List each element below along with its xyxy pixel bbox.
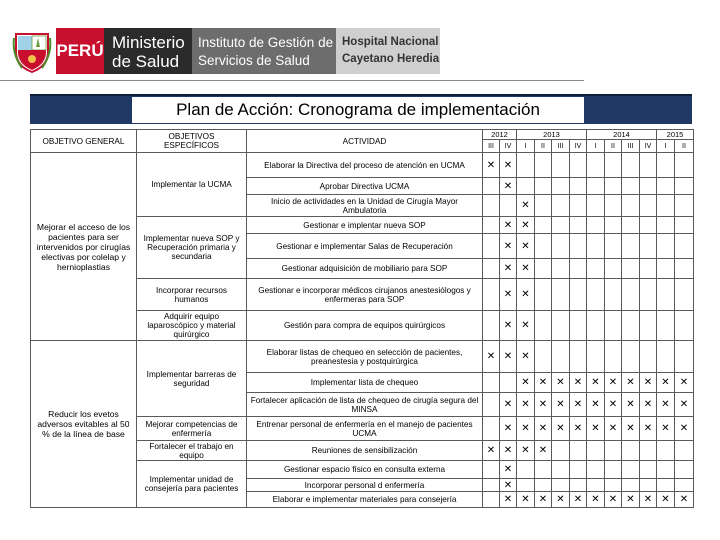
- hospital-line2: Cayetano Heredia: [342, 53, 440, 65]
- schedule-mark-cell: [587, 279, 605, 311]
- schedule-mark-cell: [587, 195, 605, 217]
- objetivo-especifico-cell: Fortalecer el trabajo en equipo: [137, 441, 247, 461]
- objetivo-especifico-cell: Implementar la UCMA: [137, 153, 247, 217]
- ministerio-line2: de Salud: [112, 52, 180, 71]
- year-header: 2015: [657, 130, 694, 140]
- schedule-mark-cell: ✕: [675, 492, 694, 508]
- schedule-mark-cell: ✕: [500, 492, 517, 508]
- quarter-header: IV: [570, 140, 587, 153]
- schedule-mark-cell: ✕: [622, 393, 640, 417]
- schedule-mark-cell: ✕: [640, 373, 657, 393]
- schedule-mark-cell: ✕: [500, 178, 517, 195]
- schedule-mark-cell: [675, 234, 694, 259]
- schedule-mark-cell: ✕: [500, 153, 517, 178]
- schedule-mark-cell: [552, 259, 570, 279]
- schedule-mark-cell: [622, 311, 640, 341]
- objetivo-general-cell: Reducir los evetos adversos evitables al 50 % de la línea de base: [31, 341, 137, 508]
- schedule-mark-cell: [622, 461, 640, 479]
- schedule-mark-cell: [535, 234, 552, 259]
- schedule-mark-cell: [483, 479, 500, 492]
- schedule-mark-cell: ✕: [517, 217, 535, 234]
- schedule-mark-cell: ✕: [500, 311, 517, 341]
- schedule-mark-cell: [535, 217, 552, 234]
- schedule-mark-cell: [657, 311, 675, 341]
- schedule-mark-cell: [640, 279, 657, 311]
- schedule-mark-cell: [570, 217, 587, 234]
- schedule-mark-cell: ✕: [570, 417, 587, 441]
- schedule-mark-cell: [587, 461, 605, 479]
- peru-coat-of-arms-icon: [12, 30, 52, 74]
- schedule-mark-cell: [570, 311, 587, 341]
- schedule-mark-cell: ✕: [587, 393, 605, 417]
- schedule-mark-cell: ✕: [517, 311, 535, 341]
- page-header: [0, 0, 720, 82]
- schedule-mark-cell: ✕: [500, 479, 517, 492]
- schedule-mark-cell: ✕: [535, 441, 552, 461]
- actividad-cell: Elaborar listas de chequeo en selección de pacientes, preanestesia y postquirúrgica: [247, 341, 483, 373]
- schedule-mark-cell: [657, 461, 675, 479]
- schedule-mark-cell: ✕: [587, 492, 605, 508]
- schedule-mark-cell: ✕: [657, 417, 675, 441]
- schedule-mark-cell: [640, 234, 657, 259]
- schedule-mark-cell: [605, 441, 622, 461]
- schedule-mark-cell: [552, 217, 570, 234]
- schedule-mark-cell: ✕: [605, 393, 622, 417]
- schedule-mark-cell: ✕: [552, 373, 570, 393]
- ministerio-logo-block: [104, 28, 192, 74]
- schedule-mark-cell: [605, 234, 622, 259]
- schedule-mark-cell: [605, 311, 622, 341]
- quarter-header: II: [535, 140, 552, 153]
- schedule-mark-cell: [675, 341, 694, 373]
- schedule-mark-cell: [640, 178, 657, 195]
- objetivo-especifico-cell: Implementar barreras de seguridad: [137, 341, 247, 417]
- schedule-mark-cell: ✕: [500, 417, 517, 441]
- peru-label: PERÚ: [56, 41, 104, 60]
- schedule-mark-cell: [605, 479, 622, 492]
- schedule-mark-cell: [500, 195, 517, 217]
- schedule-mark-cell: [605, 279, 622, 311]
- schedule-mark-cell: [657, 153, 675, 178]
- schedule-mark-cell: ✕: [483, 441, 500, 461]
- schedule-mark-cell: [483, 417, 500, 441]
- objetivo-especifico-cell: Mejorar competencias de enfermería: [137, 417, 247, 441]
- schedule-mark-cell: [483, 461, 500, 479]
- schedule-mark-cell: [587, 153, 605, 178]
- schedule-mark-cell: [552, 153, 570, 178]
- schedule-mark-cell: ✕: [657, 373, 675, 393]
- instituto-line1: Instituto de Gestión de: [198, 35, 334, 50]
- schedule-mark-cell: [605, 195, 622, 217]
- schedule-mark-cell: [605, 217, 622, 234]
- schedule-mark-cell: ✕: [517, 234, 535, 259]
- schedule-mark-cell: [657, 178, 675, 195]
- schedule-mark-cell: ✕: [640, 417, 657, 441]
- schedule-mark-cell: [552, 441, 570, 461]
- table-row: [31, 341, 694, 373]
- schedule-mark-cell: ✕: [570, 393, 587, 417]
- schedule-mark-cell: ✕: [500, 393, 517, 417]
- schedule-mark-cell: [517, 153, 535, 178]
- actividad-cell: Fortalecer aplicación de lista de chequeo de cirugía segura del MINSA: [247, 393, 483, 417]
- schedule-mark-cell: [657, 341, 675, 373]
- schedule-mark-cell: [552, 479, 570, 492]
- quarter-header: II: [675, 140, 694, 153]
- schedule-mark-cell: [622, 341, 640, 373]
- schedule-mark-cell: [657, 441, 675, 461]
- schedule-mark-cell: [587, 178, 605, 195]
- schedule-mark-cell: [535, 153, 552, 178]
- schedule-mark-cell: ✕: [500, 259, 517, 279]
- schedule-mark-cell: [675, 441, 694, 461]
- schedule-mark-cell: ✕: [657, 393, 675, 417]
- actividad-cell: Reuniones de sensibilización: [247, 441, 483, 461]
- schedule-mark-cell: [622, 441, 640, 461]
- schedule-mark-cell: ✕: [605, 373, 622, 393]
- schedule-mark-cell: [675, 461, 694, 479]
- actividad-cell: Implementar lista de chequeo: [247, 373, 483, 393]
- schedule-mark-cell: [622, 153, 640, 178]
- quarter-header: I: [517, 140, 535, 153]
- schedule-mark-cell: [535, 178, 552, 195]
- schedule-mark-cell: ✕: [535, 417, 552, 441]
- schedule-mark-cell: [587, 441, 605, 461]
- schedule-mark-cell: [622, 195, 640, 217]
- schedule-mark-cell: [535, 479, 552, 492]
- schedule-mark-cell: ✕: [500, 461, 517, 479]
- schedule-mark-cell: [570, 178, 587, 195]
- schedule-mark-cell: [587, 234, 605, 259]
- schedule-mark-cell: [675, 217, 694, 234]
- schedule-table: [30, 129, 694, 508]
- schedule-mark-cell: [640, 217, 657, 234]
- schedule-mark-cell: [570, 279, 587, 311]
- quarter-header: II: [605, 140, 622, 153]
- schedule-mark-cell: [675, 153, 694, 178]
- schedule-mark-cell: ✕: [587, 417, 605, 441]
- schedule-mark-cell: ✕: [535, 492, 552, 508]
- schedule-mark-cell: [483, 195, 500, 217]
- objetivo-general-cell: Mejorar el acceso de los pacientes para ser intervenidos por cirugías electivas por colelap y hernioplastias: [31, 153, 137, 341]
- schedule-mark-cell: ✕: [500, 279, 517, 311]
- schedule-mark-cell: [483, 279, 500, 311]
- schedule-mark-cell: [622, 178, 640, 195]
- schedule-mark-cell: [570, 195, 587, 217]
- quarter-header: III: [483, 140, 500, 153]
- instituto-logo-block: [192, 28, 336, 74]
- schedule-mark-cell: [552, 279, 570, 311]
- schedule-mark-cell: ✕: [640, 492, 657, 508]
- actividad-cell: Elaborar la Directiva del proceso de atención en UCMA: [247, 153, 483, 178]
- schedule-mark-cell: ✕: [517, 417, 535, 441]
- schedule-mark-cell: [622, 479, 640, 492]
- hospital-logo-block: [336, 28, 440, 74]
- schedule-mark-cell: ✕: [483, 341, 500, 373]
- schedule-mark-cell: ✕: [517, 195, 535, 217]
- schedule-mark-cell: ✕: [640, 393, 657, 417]
- schedule-mark-cell: [657, 479, 675, 492]
- schedule-mark-cell: ✕: [517, 279, 535, 311]
- schedule-mark-cell: [570, 259, 587, 279]
- schedule-mark-cell: [675, 479, 694, 492]
- schedule-mark-cell: ✕: [552, 417, 570, 441]
- schedule-mark-cell: ✕: [535, 373, 552, 393]
- schedule-mark-cell: [535, 341, 552, 373]
- schedule-mark-cell: ✕: [517, 492, 535, 508]
- schedule-mark-cell: [640, 311, 657, 341]
- schedule-mark-cell: [605, 341, 622, 373]
- schedule-mark-cell: ✕: [587, 373, 605, 393]
- schedule-mark-cell: ✕: [483, 153, 500, 178]
- schedule-mark-cell: ✕: [622, 373, 640, 393]
- schedule-mark-cell: [483, 178, 500, 195]
- schedule-mark-cell: [483, 234, 500, 259]
- schedule-mark-cell: [605, 259, 622, 279]
- schedule-mark-cell: ✕: [517, 341, 535, 373]
- actividad-cell: Inicio de actividades en la Unidad de Cirugía Mayor Ambulatoria: [247, 195, 483, 217]
- schedule-mark-cell: [640, 259, 657, 279]
- schedule-mark-cell: [587, 341, 605, 373]
- schedule-mark-cell: ✕: [517, 259, 535, 279]
- schedule-mark-cell: [570, 234, 587, 259]
- schedule-mark-cell: ✕: [500, 234, 517, 259]
- schedule-mark-cell: [675, 311, 694, 341]
- actividad-cell: Gestionar e implementar Salas de Recuperación: [247, 234, 483, 259]
- schedule-mark-cell: [552, 311, 570, 341]
- peru-logo-block: [56, 28, 104, 74]
- header-objetivos-especificos: OBJETIVOS ESPECÍFICOS: [137, 130, 247, 153]
- schedule-mark-cell: [483, 373, 500, 393]
- year-header: 2013: [517, 130, 587, 140]
- schedule-mark-cell: [605, 178, 622, 195]
- schedule-mark-cell: [517, 178, 535, 195]
- schedule-mark-cell: [535, 195, 552, 217]
- header-actividad: ACTIVIDAD: [247, 130, 483, 153]
- schedule-mark-cell: ✕: [675, 373, 694, 393]
- actividad-cell: Aprobar Directiva UCMA: [247, 178, 483, 195]
- schedule-mark-cell: ✕: [500, 441, 517, 461]
- schedule-mark-cell: ✕: [517, 441, 535, 461]
- schedule-mark-cell: ✕: [570, 373, 587, 393]
- header-divider: [0, 80, 584, 81]
- quarter-header: IV: [500, 140, 517, 153]
- schedule-mark-cell: [657, 279, 675, 311]
- schedule-mark-cell: ✕: [622, 492, 640, 508]
- schedule-mark-cell: [552, 341, 570, 373]
- objetivo-especifico-cell: Implementar nueva SOP y Recuperación primaria y secundaria: [137, 217, 247, 279]
- schedule-mark-cell: [605, 461, 622, 479]
- actividad-cell: Gestionar e implentar nueva SOP: [247, 217, 483, 234]
- schedule-mark-cell: [640, 479, 657, 492]
- quarter-header: I: [657, 140, 675, 153]
- schedule-mark-cell: [483, 492, 500, 508]
- actividad-cell: Incorporar personal d enfermería: [247, 479, 483, 492]
- schedule-mark-cell: [587, 217, 605, 234]
- schedule-mark-cell: ✕: [552, 492, 570, 508]
- schedule-mark-cell: [622, 217, 640, 234]
- schedule-mark-cell: [622, 279, 640, 311]
- schedule-mark-cell: [675, 259, 694, 279]
- schedule-mark-cell: [552, 178, 570, 195]
- schedule-mark-cell: [587, 259, 605, 279]
- actividad-cell: Gestión para compra de equipos quirúrgicos: [247, 311, 483, 341]
- schedule-mark-cell: [552, 195, 570, 217]
- schedule-mark-cell: [552, 234, 570, 259]
- page-title: Plan de Acción: Cronograma de implementación: [132, 97, 584, 123]
- schedule-mark-cell: [570, 341, 587, 373]
- schedule-mark-cell: ✕: [517, 393, 535, 417]
- quarter-header: IV: [640, 140, 657, 153]
- objetivo-especifico-cell: Adquirir equipo laparoscópico y material quirúrgico: [137, 311, 247, 341]
- ministerio-line1: Ministerio: [112, 33, 185, 52]
- schedule-mark-cell: [535, 311, 552, 341]
- actividad-cell: Gestionar espacio físico en consulta externa: [247, 461, 483, 479]
- schedule-mark-cell: [517, 479, 535, 492]
- schedule-mark-cell: [570, 153, 587, 178]
- schedule-mark-cell: ✕: [517, 373, 535, 393]
- schedule-mark-cell: [570, 461, 587, 479]
- schedule-mark-cell: [587, 479, 605, 492]
- schedule-mark-cell: ✕: [552, 393, 570, 417]
- schedule-mark-cell: ✕: [500, 341, 517, 373]
- table-row: [31, 153, 694, 178]
- schedule-mark-cell: [535, 259, 552, 279]
- objetivo-especifico-cell: Implementar unidad de consejería para pacientes: [137, 461, 247, 508]
- actividad-cell: Entrenar personal de enfermería en el manejo de pacientes UCMA: [247, 417, 483, 441]
- schedule-mark-cell: [605, 153, 622, 178]
- schedule-mark-cell: [535, 279, 552, 311]
- instituto-line2: Servicios de Salud: [198, 53, 310, 68]
- schedule-mark-cell: [570, 479, 587, 492]
- schedule-mark-cell: ✕: [570, 492, 587, 508]
- schedule-mark-cell: [675, 178, 694, 195]
- hospital-line1: Hospital Nacional: [342, 36, 439, 48]
- schedule-mark-cell: [675, 195, 694, 217]
- schedule-mark-cell: [622, 259, 640, 279]
- year-header: 2014: [587, 130, 657, 140]
- schedule-mark-cell: [640, 153, 657, 178]
- schedule-mark-cell: [640, 441, 657, 461]
- schedule-mark-cell: ✕: [675, 393, 694, 417]
- actividad-cell: Gestionar adquisición de mobiliario para SOP: [247, 259, 483, 279]
- schedule-mark-cell: [483, 311, 500, 341]
- quarter-header: III: [552, 140, 570, 153]
- schedule-mark-cell: [657, 195, 675, 217]
- year-header: 2012: [483, 130, 517, 140]
- schedule-mark-cell: [675, 279, 694, 311]
- schedule-mark-cell: ✕: [605, 492, 622, 508]
- schedule-mark-cell: ✕: [657, 492, 675, 508]
- schedule-mark-cell: ✕: [675, 417, 694, 441]
- schedule-mark-cell: [483, 259, 500, 279]
- schedule-mark-cell: [657, 259, 675, 279]
- schedule-mark-cell: [622, 234, 640, 259]
- schedule-mark-cell: [640, 461, 657, 479]
- schedule-mark-cell: [483, 217, 500, 234]
- schedule-mark-cell: [657, 217, 675, 234]
- actividad-cell: Gestionar e incorporar médicos cirujanos anestesiólogos y enfermeras para SOP: [247, 279, 483, 311]
- quarter-header: I: [587, 140, 605, 153]
- schedule-mark-cell: [483, 393, 500, 417]
- schedule-mark-cell: [640, 195, 657, 217]
- schedule-mark-cell: ✕: [535, 393, 552, 417]
- schedule-mark-cell: [517, 461, 535, 479]
- schedule-mark-cell: [570, 441, 587, 461]
- objetivo-especifico-cell: Incorporar recursos humanos: [137, 279, 247, 311]
- quarter-header: III: [622, 140, 640, 153]
- schedule-mark-cell: [657, 234, 675, 259]
- schedule-mark-cell: [535, 461, 552, 479]
- schedule-mark-cell: [500, 373, 517, 393]
- schedule-mark-cell: ✕: [605, 417, 622, 441]
- schedule-mark-cell: [587, 311, 605, 341]
- schedule-mark-cell: [552, 461, 570, 479]
- actividad-cell: Elaborar e implementar materiales para consejería: [247, 492, 483, 508]
- schedule-mark-cell: [640, 341, 657, 373]
- schedule-mark-cell: ✕: [622, 417, 640, 441]
- schedule-mark-cell: ✕: [500, 217, 517, 234]
- header-objetivo-general: OBJETIVO GENERAL: [31, 130, 137, 153]
